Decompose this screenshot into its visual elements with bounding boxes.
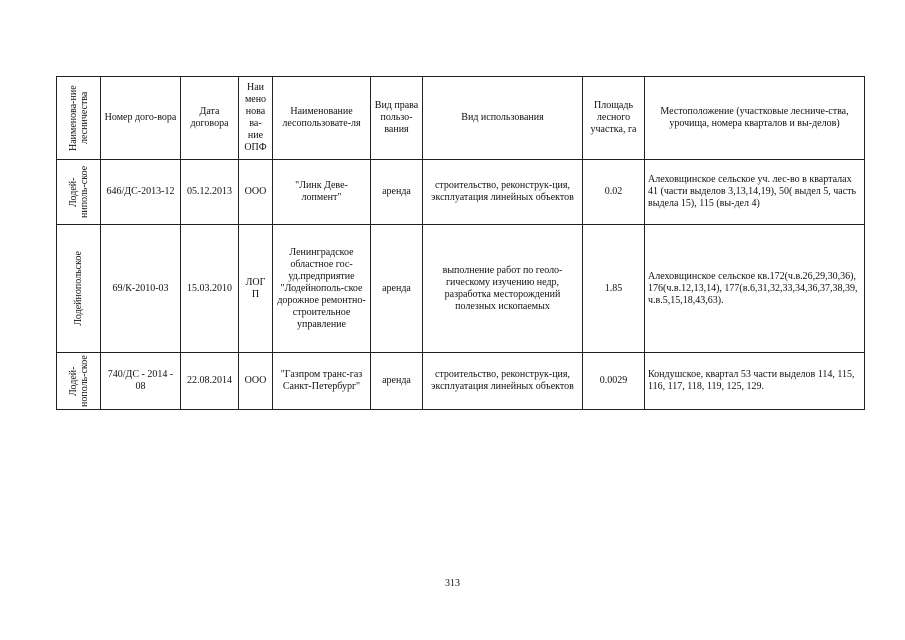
cell-contract-no: 740/ДС - 2014 - 08	[101, 353, 181, 410]
cell-forestry	[57, 353, 101, 410]
cell-use: выполнение работ по геоло-гическому изучению недр, разработка месторождений полезных ископаемых	[423, 225, 583, 353]
cell-user: Ленинградское областное гос-уд.предприятие "Лодейнополь-ское дорожное ремонтно-строительное управление	[273, 225, 371, 353]
cell-contract-no: 646/ДС-2013-12	[101, 160, 181, 225]
cell-opf: ООО	[239, 160, 273, 225]
header-contract-no: Номер дого-вора	[101, 77, 181, 160]
cell-forestry	[57, 225, 101, 353]
header-area: Площадь лесного участка, га	[583, 77, 645, 160]
cell-location: Кондушское, квартал 53 части выделов 114, 115, 116, 117, 118, 119, 125, 129.	[645, 353, 865, 410]
table-row	[57, 160, 865, 225]
cell-user: "Линк Деве-лопмент"	[273, 160, 371, 225]
cell-use: строительство, реконструк-ция, эксплуатация линейных объектов	[423, 160, 583, 225]
cell-use: строительство, реконструк-ция, эксплуатация линейных объектов	[423, 353, 583, 410]
cell-forestry	[57, 160, 101, 225]
table-row	[57, 225, 865, 353]
header-use: Вид использования	[423, 77, 583, 160]
header-forestry	[57, 77, 101, 160]
page-number: 313	[445, 578, 460, 589]
cell-area: 0.02	[583, 160, 645, 225]
header-user: Наименование лесопользовате-ля	[273, 77, 371, 160]
cell-opf: ООО	[239, 353, 273, 410]
header-opf: Наи мено нова ва-ние ОПФ	[239, 77, 273, 160]
cell-forestry-text: Лодей-нополь-ское	[67, 355, 90, 407]
cell-area: 0.0029	[583, 353, 645, 410]
cell-right: аренда	[371, 353, 423, 410]
cell-right: аренда	[371, 225, 423, 353]
cell-contract-date: 22.08.2014	[181, 353, 239, 410]
header-right: Вид права пользо-вания	[371, 77, 423, 160]
cell-forestry-text: Лодейнопольское	[73, 251, 84, 326]
cell-contract-date: 05.12.2013	[181, 160, 239, 225]
cell-forestry-text: Лодей-ниполь-ское	[67, 165, 90, 219]
table-row	[57, 353, 865, 410]
forest-lease-table	[56, 76, 865, 410]
header-forestry-text: Наименова-ние лесничества	[67, 85, 90, 151]
cell-area: 1.85	[583, 225, 645, 353]
cell-opf: ЛОГ П	[239, 225, 273, 353]
cell-contract-date: 15.03.2010	[181, 225, 239, 353]
cell-user: "Газпром транс-газ Санкт-Петербург"	[273, 353, 371, 410]
cell-right: аренда	[371, 160, 423, 225]
cell-location: Алеховщинское сельское кв.172(ч.в.26,29,30,36), 176(ч.в.12,13,14), 177(в.6,31,32,33,34,36,37,38,39, ч.в.5,15,18,43,63).	[645, 225, 865, 353]
cell-contract-no: 69/К-2010-03	[101, 225, 181, 353]
header-location: Местоположение (участковые лесниче-ства, урочища, номера кварталов и вы-делов)	[645, 77, 865, 160]
cell-location: Алеховщинское сельское уч. лес-во в кварталах 41 (части выделов 3,13,14,19), 50( выдел 5, часть выдела 15), 115 (вы-дел 4)	[645, 160, 865, 225]
header-contract-date: Дата договора	[181, 77, 239, 160]
header-row	[57, 77, 865, 160]
